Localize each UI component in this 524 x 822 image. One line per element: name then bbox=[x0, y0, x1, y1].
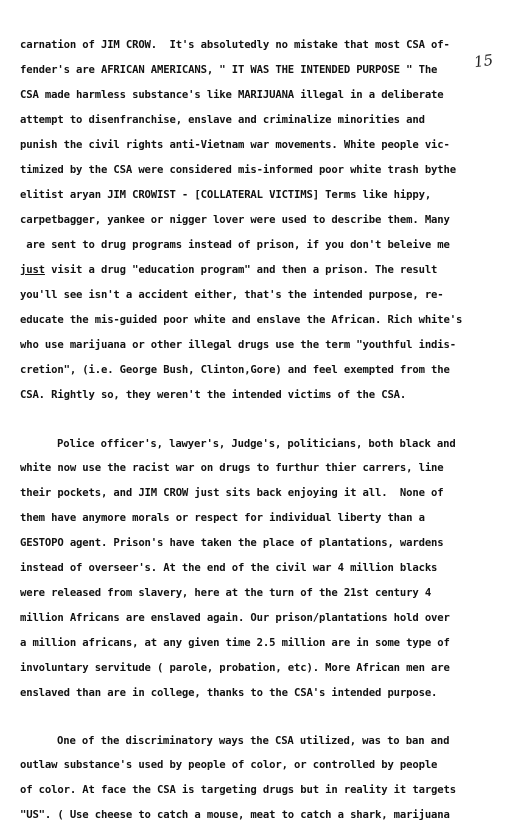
text-line: enslaved than are in college, thanks to the CSA's intended purpose. bbox=[20, 687, 438, 699]
text-line-continuation: visit a drug "education program" and then a prison. The result bbox=[44, 264, 438, 276]
text-line: CSA. Rightly so, they weren't the intended victims of the CSA. bbox=[20, 389, 407, 401]
text-line: elitist aryan JIM CROWIST - [COLLATERAL VICTIMS] Terms like hippy, bbox=[20, 189, 432, 201]
handwritten-page-number: 15 bbox=[472, 50, 495, 72]
text-line: GESTOPO agent. Prison's have taken the place of plantations, wardens bbox=[20, 537, 444, 549]
text-line: CSA made harmless substance's like MARIJUANA illegal in a deliberate bbox=[20, 89, 444, 101]
text-line: fender's are AFRICAN AMERICANS, " IT WAS THE INTENDED PURPOSE " The bbox=[20, 64, 438, 76]
underlined-word: just bbox=[20, 264, 45, 276]
text-line: their pockets, and JIM CROW just sits back enjoying it all. None of bbox=[20, 487, 444, 499]
text-line: Police officer's, lawyer's, Judge's, politicians, both black and bbox=[57, 438, 456, 450]
text-line: were released from slavery, here at the turn of the 21st century 4 bbox=[20, 587, 432, 599]
text-line: who use marijuana or other illegal drugs use the term "youthful indis- bbox=[20, 339, 456, 351]
text-line: cretion", (i.e. George Bush, Clinton,Gore) and feel exempted from the bbox=[20, 364, 450, 376]
text-line: a million africans, at any given time 2.5 million are in some type of bbox=[20, 637, 450, 649]
text-line: attempt to disenfranchise, enslave and criminalize minorities and bbox=[20, 114, 425, 126]
text-line: white now use the racist war on drugs to furthur thier carrers, line bbox=[20, 462, 444, 474]
text-line: One of the discriminatory ways the CSA utilized, was to ban and bbox=[57, 735, 450, 747]
text-line: educate the mis-guided poor white and enslave the African. Rich white's bbox=[20, 314, 463, 326]
text-line bbox=[20, 263, 437, 277]
text-line: million Africans are enslaved again. Our prison/plantations hold over bbox=[20, 612, 450, 624]
text-line: involuntary servitude ( parole, probation, etc). More African men are bbox=[20, 662, 450, 674]
text-line: them have anymore morals or respect for individual liberty than a bbox=[20, 512, 425, 524]
text-line: "US". ( Use cheese to catch a mouse, meat to catch a shark, marijuana bbox=[20, 809, 450, 821]
text-line: you'll see isn't a accident either, that's the intended purpose, re- bbox=[20, 289, 444, 301]
text-line: of color. At face the CSA is targeting drugs but in reality it targets bbox=[20, 784, 456, 796]
text-line: carpetbagger, yankee or nigger lover were used to describe them. Many bbox=[20, 214, 450, 226]
text-line: carnation of JIM CROW. It's absolutedly no mistake that most CSA of- bbox=[20, 39, 450, 51]
text-line: are sent to drug programs instead of prison, if you don't beleive me bbox=[20, 239, 450, 251]
text-line: punish the civil rights anti-Vietnam war movements. White people vic- bbox=[20, 139, 450, 151]
text-line: outlaw substance's used by people of color, or controlled by people bbox=[20, 759, 438, 771]
text-line: instead of overseer's. At the end of the civil war 4 million blacks bbox=[20, 562, 438, 574]
text-line: timized by the CSA were considered mis-informed poor white trash bythe bbox=[20, 164, 456, 176]
